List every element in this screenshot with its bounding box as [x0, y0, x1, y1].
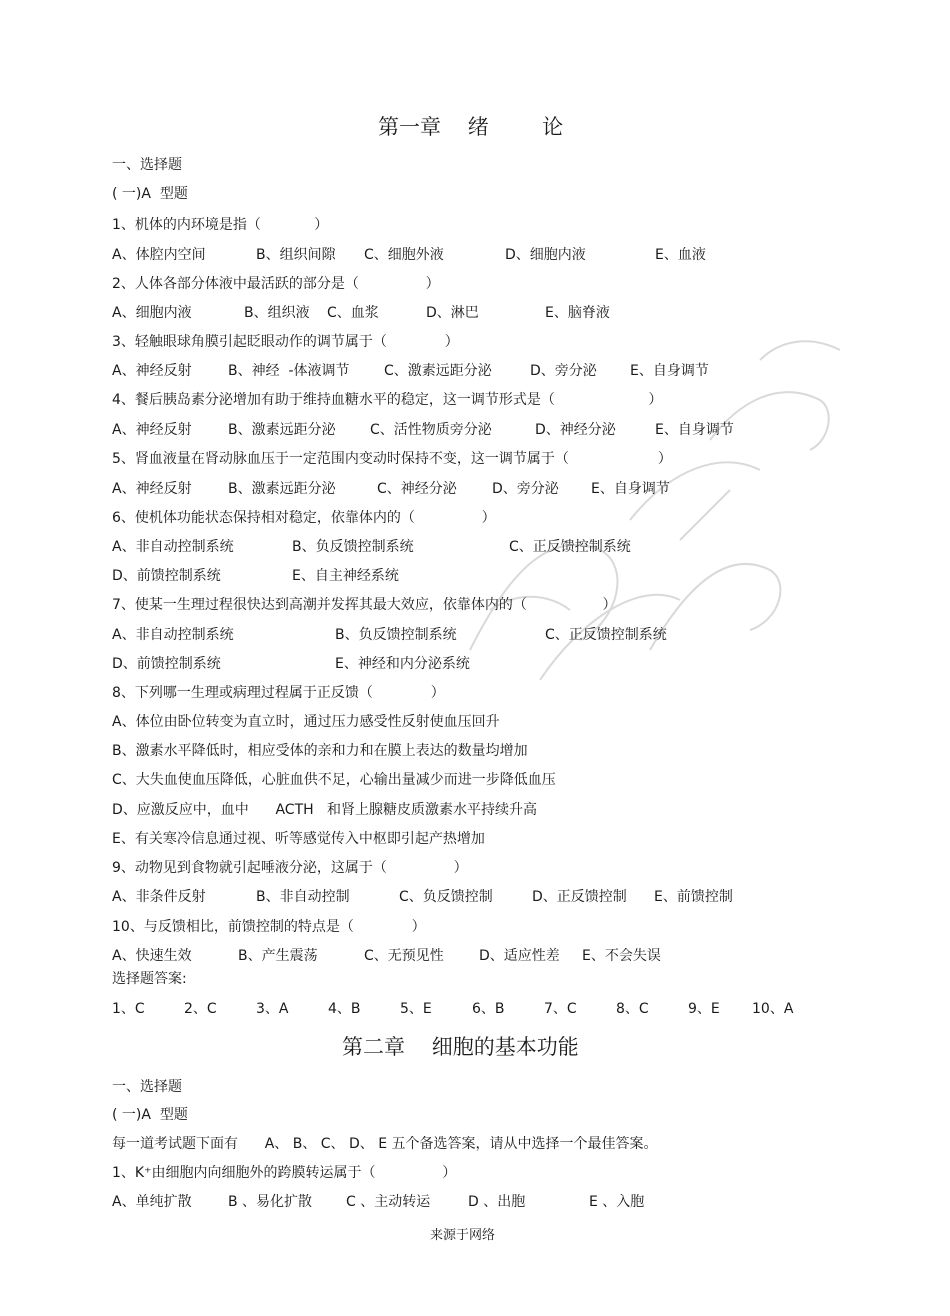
q5-option-a: A、神经反射 [112, 481, 192, 497]
q8-option-e: E、有关寒冷信息通过视、听等感觉传入中枢即引起产热增加 [112, 831, 485, 847]
answer-4: 4、B [328, 1001, 361, 1017]
ch2-q1-option-b: B 、易化扩散 [228, 1194, 313, 1210]
q1-option-b: B、组织间隙 [256, 247, 336, 263]
answer-1: 1、C [112, 1001, 145, 1017]
q10-option-a: A、快速生效 [112, 948, 192, 964]
q10-option-b: B、产生震荡 [238, 948, 318, 964]
chapter1-title: 第一章 绪 论 [378, 115, 564, 139]
question-9: 9、动物见到食物就引起唾液分泌，这属于（ ） [112, 860, 468, 876]
q5-option-c: C、神经分泌 [377, 481, 457, 497]
answer-10: 10、A [752, 1001, 794, 1017]
answer-9: 9、E [688, 1001, 720, 1017]
q7-option-e: E、神经和内分泌系统 [335, 656, 470, 672]
question-3: 3、轻触眼球角膜引起眨眼动作的调节属于（ ） [112, 334, 459, 350]
question-5: 5、肾血液量在肾动脉血压于一定范围内变动时保持不变，这一调节属于（ ） [112, 451, 672, 467]
q4-option-b: B、激素远距分泌 [228, 422, 336, 438]
q3-option-d: D、旁分泌 [530, 363, 597, 379]
question-4: 4、餐后胰岛素分泌增加有助于维持血糖水平的稳定，这一调节形式是（ ） [112, 392, 663, 408]
q6-option-a: A、非自动控制系统 [112, 539, 234, 555]
q4-option-a: A、神经反射 [112, 422, 192, 438]
q2-option-c: C、血浆 [327, 305, 379, 321]
q6-option-b: B、负反馈控制系统 [292, 539, 414, 555]
answer-2: 2、C [184, 1001, 217, 1017]
q4-option-c: C、活性物质旁分泌 [370, 422, 492, 438]
q5-option-b: B、激素远距分泌 [228, 481, 336, 497]
q10-option-d: D、适应性差 [479, 948, 560, 964]
q2-option-b: B、组织液 [244, 305, 310, 321]
q7-option-a: A、非自动控制系统 [112, 627, 234, 643]
q3-option-b: B、神经 -体液调节 [228, 363, 350, 379]
q9-option-b: B、非自动控制 [256, 889, 350, 905]
subsection-heading-2: ( 一)A 型题 [112, 1107, 188, 1123]
q4-option-d: D、神经分泌 [535, 422, 616, 438]
q7-option-b: B、负反馈控制系统 [335, 627, 457, 643]
answer-6: 6、B [472, 1001, 505, 1017]
answer-3: 3、A [256, 1001, 289, 1017]
ch2-q1-option-c: C 、主动转运 [346, 1194, 431, 1210]
q5-option-e: E、自身调节 [591, 481, 670, 497]
answer-7: 7、C [544, 1001, 577, 1017]
q6-option-c: C、正反馈控制系统 [509, 539, 631, 555]
question-6: 6、使机体功能状态保持相对稳定，依靠体内的（ ） [112, 510, 496, 526]
answer-5: 5、E [400, 1001, 432, 1017]
section-heading: 一、选择题 [112, 157, 182, 173]
q2-option-d: D、淋巴 [426, 305, 479, 321]
ch2-q1-option-e: E 、入胞 [589, 1194, 645, 1210]
answer-8: 8、C [616, 1001, 649, 1017]
q7-option-c: C、正反馈控制系统 [545, 627, 667, 643]
q8-option-b: B、激素水平降低时，相应受体的亲和力和在膜上表达的数量均增加 [112, 743, 528, 759]
question-1: 1、机体的内环境是指（ ） [112, 217, 329, 233]
q9-option-c: C、负反馈控制 [399, 889, 493, 905]
ch2-q1-option-a: A、单纯扩散 [112, 1194, 192, 1210]
q8-option-c: C、大失血使血压降低，心脏血供不足，心输出量减少而进一步降低血压 [112, 772, 556, 788]
q6-option-d: D、前馈控制系统 [112, 568, 221, 584]
q10-option-c: C、无预见性 [364, 948, 444, 964]
section-heading-2: 一、选择题 [112, 1079, 182, 1095]
question-7: 7、使某一生理过程很快达到高潮并发挥其最大效应，依靠体内的（ ） [112, 597, 617, 613]
q8-option-d: D、应激反应中，血中 ACTH 和肾上腺糖皮质激素水平持续升高 [112, 802, 538, 818]
question-8: 8、下列哪一生理或病理过程属于正反馈（ ） [112, 685, 445, 701]
q10-option-e: E、不会失误 [582, 948, 661, 964]
ch2-q1-option-d: D 、出胞 [468, 1194, 526, 1210]
q4-option-e: E、自身调节 [655, 422, 734, 438]
q3-option-e: E、自身调节 [630, 363, 709, 379]
q1-option-a: A、体腔内空间 [112, 247, 206, 263]
answers-label: 选择题答案: [112, 971, 187, 987]
q9-option-a: A、非条件反射 [112, 889, 206, 905]
chapter2-title: 第二章 细胞的基本功能 [342, 1035, 579, 1059]
instruction-text: 每一道考试题下面有 A、 B、 C、 D、 E 五个备选答案，请从中选择一个最佳答案。 [112, 1136, 658, 1152]
q6-option-e: E、自主神经系统 [292, 568, 399, 584]
subsection-heading: ( 一)A 型题 [112, 186, 188, 202]
question-2: 2、人体各部分体液中最活跃的部分是（ ） [112, 276, 440, 292]
q1-option-d: D、细胞内液 [505, 247, 586, 263]
ch2-question-1: 1、K⁺由细胞内向细胞外的跨膜转运属于（ ） [112, 1165, 457, 1181]
q9-option-e: E、前馈控制 [654, 889, 733, 905]
q7-option-d: D、前馈控制系统 [112, 656, 221, 672]
question-10: 10、与反馈相比，前馈控制的特点是（ ） [112, 919, 426, 935]
q9-option-d: D、正反馈控制 [532, 889, 627, 905]
q2-option-e: E、脑脊液 [545, 305, 610, 321]
q3-option-c: C、激素远距分泌 [384, 363, 492, 379]
q1-option-e: E、血液 [655, 247, 706, 263]
q8-option-a: A、体位由卧位转变为直立时，通过压力感受性反射使血压回升 [112, 714, 500, 730]
q3-option-a: A、神经反射 [112, 363, 192, 379]
q1-option-c: C、细胞外液 [364, 247, 444, 263]
q2-option-a: A、细胞内液 [112, 305, 192, 321]
page-footer: 来源于网络 [430, 1228, 496, 1243]
q5-option-d: D、旁分泌 [492, 481, 559, 497]
